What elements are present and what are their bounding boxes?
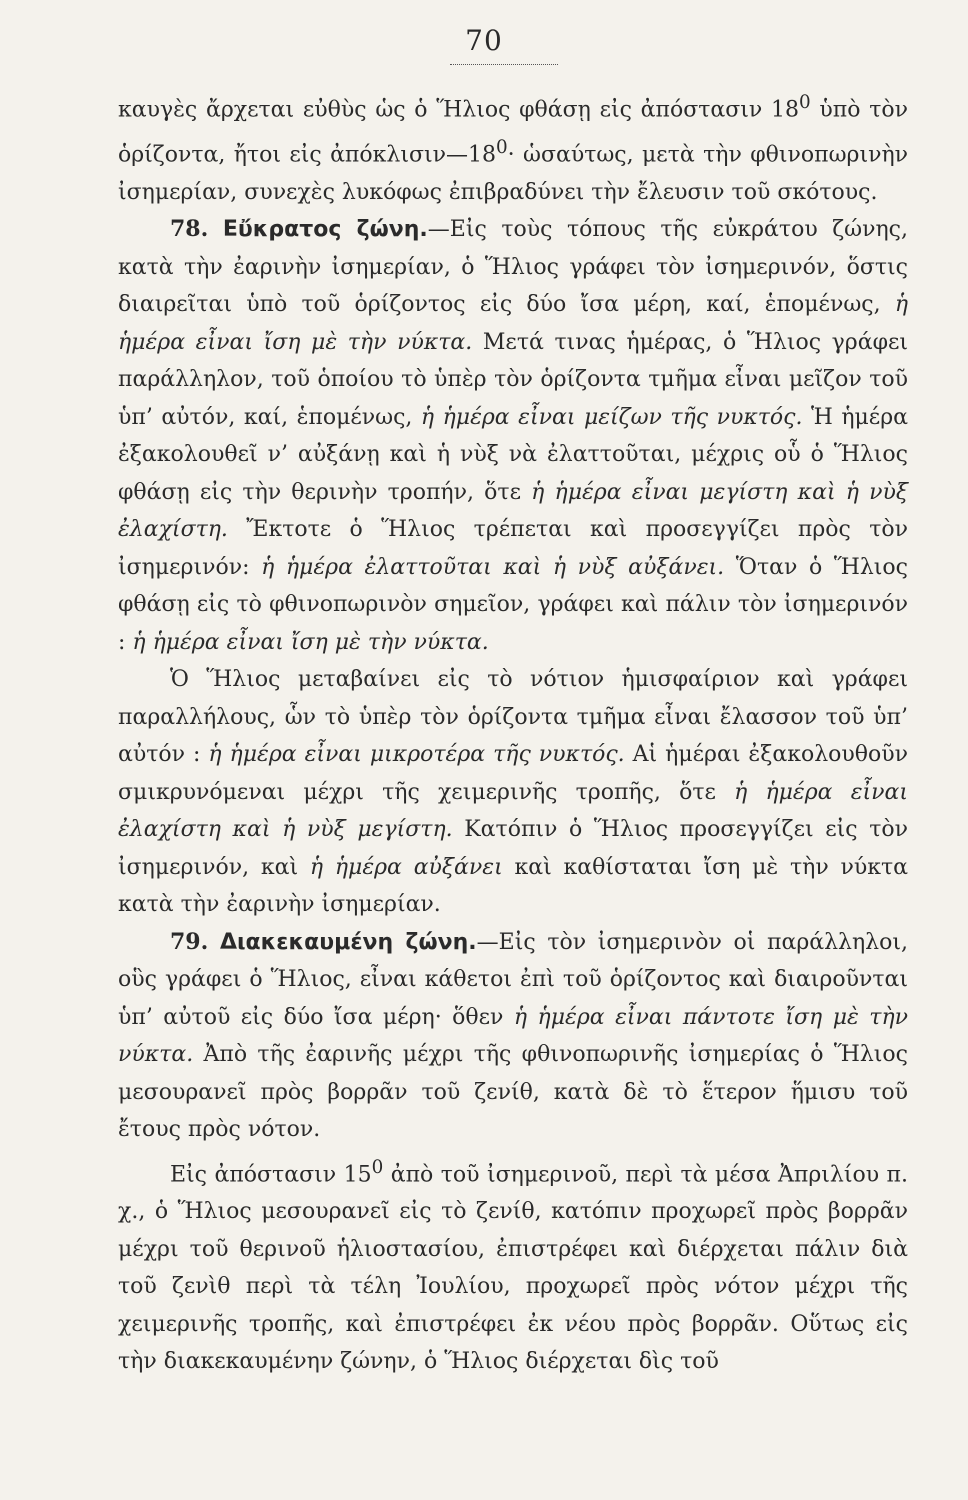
section-title: Διακεκαυμένη ζώνη. [219,929,477,955]
emphasis: ἡ ἡμέρα εἶναι μικροτέρα τῆς νυκτός. [208,742,625,768]
text-run: · ὡσαύτως, μετὰ τὴν φθινοπωρινὴν ἰσημερίαν, συνεχὲς λυκόφως ἐπιβραδύνει τὴν ἔλευσιν τοῦ σκότους. [118,142,908,205]
section-number: 79. [170,928,209,955]
text-run: Ἀπὸ τῆς ἐαρινῆς μέχρι τῆς φθινοπωρινῆς ἰσημερίας ὁ Ἥλιος μεσουρανεῖ πρὸς βορρᾶν τοῦ ζενίθ, κατὰ δὲ τὸ ἕτερον ἥμισυ τοῦ ἔτους πρὸς νότον. [118,1042,908,1143]
text-run: Ἡ ἡμέρα ἐξακολουθεῖ ν’ αὐξάνῃ καὶ ἡ νὺξ νὰ ἐλαττοῦται, μέχρις οὗ ὁ Ἥλιος φθάσῃ εἰς τὴν θερινὴν τροπήν, ὅτε [118,404,908,505]
text-run: —Εἰς τὸν ἰσημερινὸν οἱ παράλληλοι, οὓς γράφει ὁ Ἥλιος, εἶναι κάθετοι ἐπὶ τοῦ ὁρίζοντος καὶ διαιροῦνται ὑπ’ αὐτοῦ εἰς δύο ἴσα μέρη· ὅθεν [118,929,908,1030]
paragraph-twilight [118,84,908,211]
emphasis: ἡ ἡμέρα εἶναι ἴση μὲ τὴν νύκτα. [118,292,908,355]
emphasis: ἡ ἡμέρα εἶναι ἴση μὲ τὴν νύκτα. [132,629,489,655]
emphasis: ἡ ἡμέρα εἶναι πάντοτε ἴση μὲ τὴν νύκτα. [118,1004,908,1068]
text-run: Κατόπιν ὁ Ἥλιος προσεγγίζει εἰς τὸν ἰσημερινόν, καὶ [118,817,908,880]
text-run: ἀπὸ τοῦ ἰσημερινοῦ, περὶ τὰ μέσα Ἀπριλίου π. χ., ὁ Ἥλιος μεσουρανεῖ εἰς τὸ ζενίθ, κατόπιν προχωρεῖ πρὸς βορρᾶν μέχρι τοῦ θερινοῦ ἡλιοστασίου, ἐπιστρέφει καὶ διέρχεται πάλιν διὰ τοῦ ζενὶθ περὶ τὰ τέλη Ἰουλίου, προχωρεῖ πρὸς νότον μέχρι τῆς χειμερινῆς τροπῆς, καὶ ἐπιστρέφει ἐκ νέου πρὸς βορρᾶν. Οὕτως εἰς τὴν διακεκαυμένην ζώνην, ὁ Ἥλιος διέρχεται δὶς τοῦ [118,1161,908,1375]
text-run: Αἱ ἡμέραι ἐξακολουθοῦν σμικρυνόμεναι μέχρι τῆς χειμερινῆς τροπῆς, ὅτε [118,742,908,805]
header-rule [450,64,558,65]
section-title: Εὔκρατος ζώνη. [222,217,428,243]
text-run: Ὅταν ὁ Ἥλιος φθάσῃ εἰς τὸ φθινοπωρινὸν σημεῖον, γράφει καὶ πάλιν τὸν ἰσημερινόν : [118,554,908,655]
degree-superscript: 0 [371,1156,384,1178]
paragraph-southern-hemisphere [118,661,908,924]
paragraph-tropics [118,1149,908,1381]
emphasis: ἡ ἡμέρα ἐλαττοῦται καὶ ἡ νὺξ αὐξάνει. [261,554,725,580]
text-run: Εἰς ἀπόστασιν 15 [170,1161,372,1187]
section-number: 78. [170,216,209,243]
emphasis: ἡ ἡμέρα εἶναι ἐλαχίστη καὶ ἡ νὺξ μεγίστη. [118,779,908,843]
text-run: Ὁ Ἥλιος μεταβαίνει εἰς τὸ νότιον ἡμισφαίριον καὶ γράφει παραλλήλους, ὧν τὸ ὑπὲρ τὸν ὁρίζοντα τμῆμα εἶναι ἔλασσον τοῦ ὑπ’ αὐτόν : [118,667,908,768]
section-78 [118,211,908,661]
text-run: Ἔκτοτε ὁ Ἥλιος τρέπεται καὶ προσεγγίζει πρὸς τὸν ἰσημερινόν: [118,517,908,580]
emphasis: ἡ ἡμέρα εἶναι μείζων τῆς νυκτός. [420,404,803,430]
section-79 [118,924,908,1149]
text-run: Μετά τινας ἡμέρας, ὁ Ἥλιος γράφει παράλληλον, τοῦ ὁποίου τὸ ὑπὲρ τὸν ὁρίζοντα τμῆμα εἶναι μεῖζον τοῦ ὑπ’ αὐτόν, καί, ἑπομένως, [118,329,908,430]
degree-superscript: 0 [495,136,508,158]
text-run: καὶ καθίσταται ἴση μὲ τὴν νύκτα κατὰ τὴν ἐαρινὴν ἰσημερίαν. [118,854,908,918]
emphasis: ἡ ἡμέρα αὐξάνει [309,854,503,880]
page-number: 70 [465,24,503,57]
emphasis: ἡ ἡμέρα εἶναι μεγίστη καὶ ἡ νὺξ ἐλαχίστη. [118,479,908,543]
page-body [118,84,908,1381]
degree-superscript: 0 [799,92,811,113]
text-run: —Εἰς τοὺς τόπους τῆς εὐκράτου ζώνης, κατὰ τὴν ἐαρινὴν ἰσημερίαν, ὁ Ἥλιος γράφει τὸν ἰσημερινόν, ὅστις διαιρεῖται ὑπὸ τοῦ ὁρίζοντος εἰς δύο ἴσα μέρη, καί, ἑπομένως, [118,217,908,318]
text-run: καυγὲς ἄρχεται εὐθὺς ὡς ὁ Ἥλιος φθάσῃ εἰς ἀπόστασιν 18 [118,97,799,123]
text-run: ὑπὸ τὸν ὁρίζοντα, ἤτοι εἰς ἀπόκλισιν—18 [118,97,908,168]
